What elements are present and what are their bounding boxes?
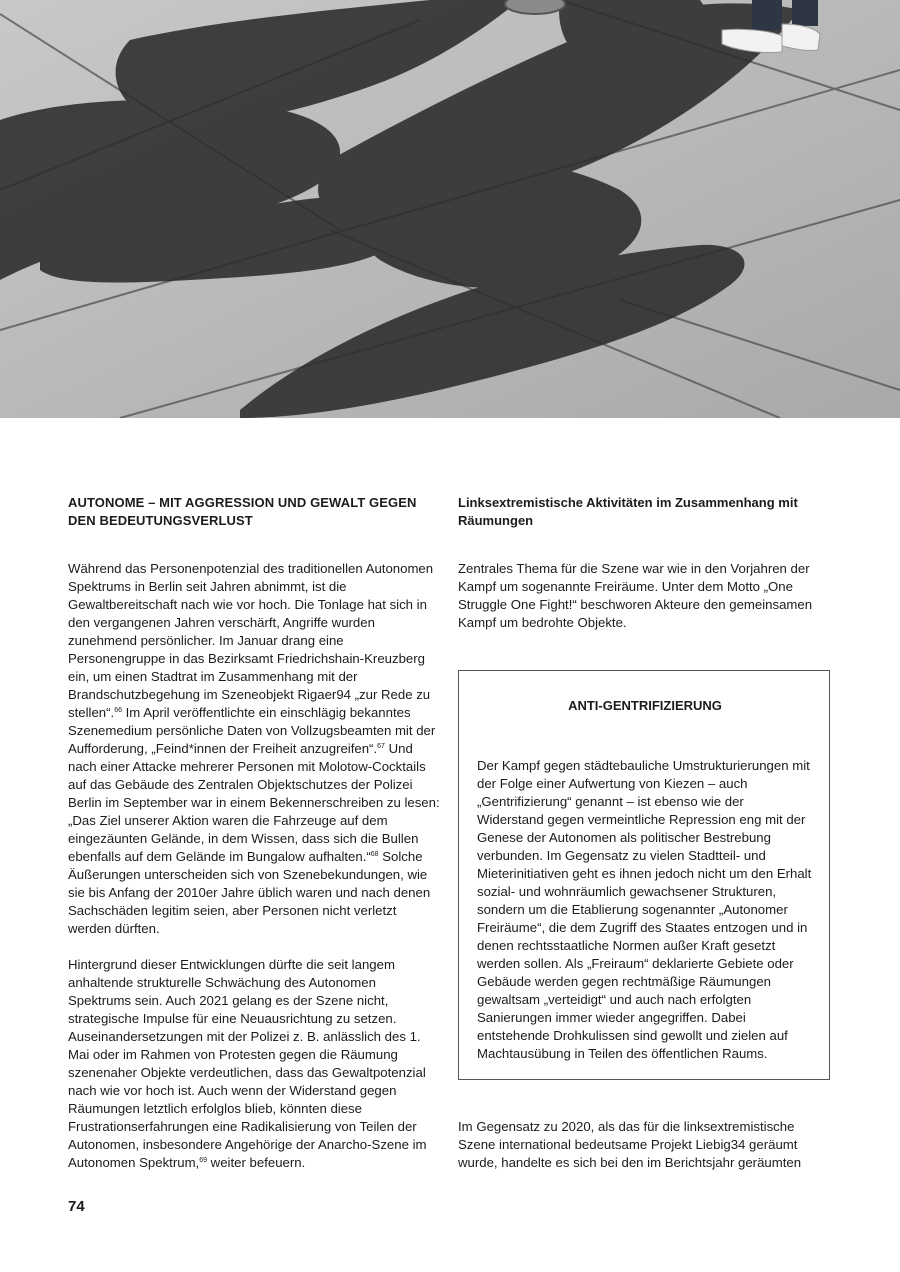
footnote-ref: 66 (114, 707, 122, 714)
section-heading: AUTONOME – MIT AGGRESSION UND GEWALT GEGEN DEN BEDEUTUNGSVERLUST (68, 495, 417, 528)
footnote-ref: 69 (199, 1157, 208, 1164)
info-box (458, 670, 830, 1080)
body-paragraph-2: Hintergrund dieser Entwicklungen dürfte die seit langem anhaltende strukturelle Schwächung des Autonomen Spektrums sein. Auch 2021 gelang es der Szene nicht, strategische Impulse für eine Neuausrichtung zu setzen. Auseinandersetzungen mit der Polizei z. B. anlässlich des 1. Mai oder im Rahmen von Protesten gegen die Räumung szenenaher Objekte verdeutlichen, dass das Gewaltpotenzial nach wie vor hoch ist. Auch wenn der Widerstand gegen Räumungen letztlich erfolglos blieb, könnten diese Frustrationserfahrungen eine Radikalisierung von Teilen der Autonomen, insbesondere Angehörige der Anarcho-Szene im Autonomen Spektrum,$^{69}$ weiter befeuern. (68, 957, 427, 1170)
right-column (458, 494, 830, 1172)
header-photo-shadows-on-pavement (0, 0, 900, 418)
page-number: 74 (68, 1198, 85, 1215)
info-box-title: ANTI-GENTRIFIZIERUNG (568, 698, 722, 713)
body-paragraph-continued: Im Gegensatz zu 2020, als das für die linksextremistische Szene international bedeutsame Projekt Liebig34 geräumt wurde, handelte es sich bei den im Berichtsjahr geräumten (458, 1119, 802, 1170)
subsection-heading: Linksextremistische Aktivitäten im Zusammenhang mit Räumungen (458, 495, 798, 528)
body-paragraph-intro: Zentrales Thema für die Szene war wie in den Vorjahren der Kampf um sogenannte Freiräume. Unter dem Motto „One Struggle One Fight!“ beschworen Akteure den gemeinsamen Kampf um bedrohte Objekte. (458, 561, 813, 630)
footnote-ref: 68 (370, 851, 379, 858)
info-box-text: Der Kampf gegen städtebauliche Umstrukturierungen mit der Folge einer Aufwertung von Kiezen – auch „Gentrifizierung“ genannt – ist ebenso wie der Widerstand gegen vermeintliche Repression eng mit der Genese der Autonomen als politischer Bestrebung verbunden. Im Gegensatz zu vielen Stadtteil- und Mieterinitiativen geht es ihnen jedoch nicht um den Erhalt sozial- und wohnräumlich gewachsener Strukturen, sondern um die Etablierung sogenannter „Autonomer Freiräume“, die dem Zugriff des Staates entzogen und in denen rechtsstaatliche Normen außer Kraft gesetzt werden sollen. Als „Freiraum“ deklarierte Gebiete oder Gebäude werden gegen rechtmäßige Räumungen gewaltsam „verteidigt“ und auch nach erfolgten Sanierungen immer wieder angegriffen. Dabei entstehende Drohkulissen sind gewollt und zielen auf Machtausübung in Teilen des öffentlichen Raums. (477, 758, 812, 1061)
body-paragraph-1: Während das Personenpotenzial des traditionellen Autonomen Spektrums in Berlin seit Jahren abnimmt, ist die Gewaltbereitschaft nach wie vor hoch. Die Tonlage hat sich in den vergangenen Jahren verschärft, Angriffe wurden zunehmend persönlicher. Im Januar drang eine Personengruppe in das Bezirksamt Friedrichshain-Kreuzberg ein, um einen Stadtrat im Zusammenhang mit der Brandschutzbegehung im Szeneobjekt Rigaer94 „zur Rede zu stellen“.$^{66}$ Im April veröffentlichte ein einschlägig bekanntes Szenemedium persönliche Daten von Vollzugsbeamten mit der Aufforderung, „Feind*innen der Freiheit anzugreifen“.$^{67}$ Und nach einer Attacke mehrerer Personen mit Molotow-Cocktails auf das Gebäude des Zentralen Objektschutzes der Polizei Berlin im September war in einem Bekennerschreiben zu lesen: „Das Ziel unserer Aktion waren die Fahrzeuge auf dem eingezäunten Gelände, in dem Wissen, dass sich die Bullen ebenfalls auf dem Gelände im Bungalow aufhalten.“$^{68}$ Solche Äußerungen unterscheiden sich von Szenebekundungen, wie sie bis Anfang der 2010er Jahre üblich waren und nach denen Sachschäden legitim seien, aber Personen nicht verletzt werden dürften. (68, 561, 440, 936)
left-column (68, 494, 442, 1172)
footnote-ref: 67 (377, 743, 385, 750)
